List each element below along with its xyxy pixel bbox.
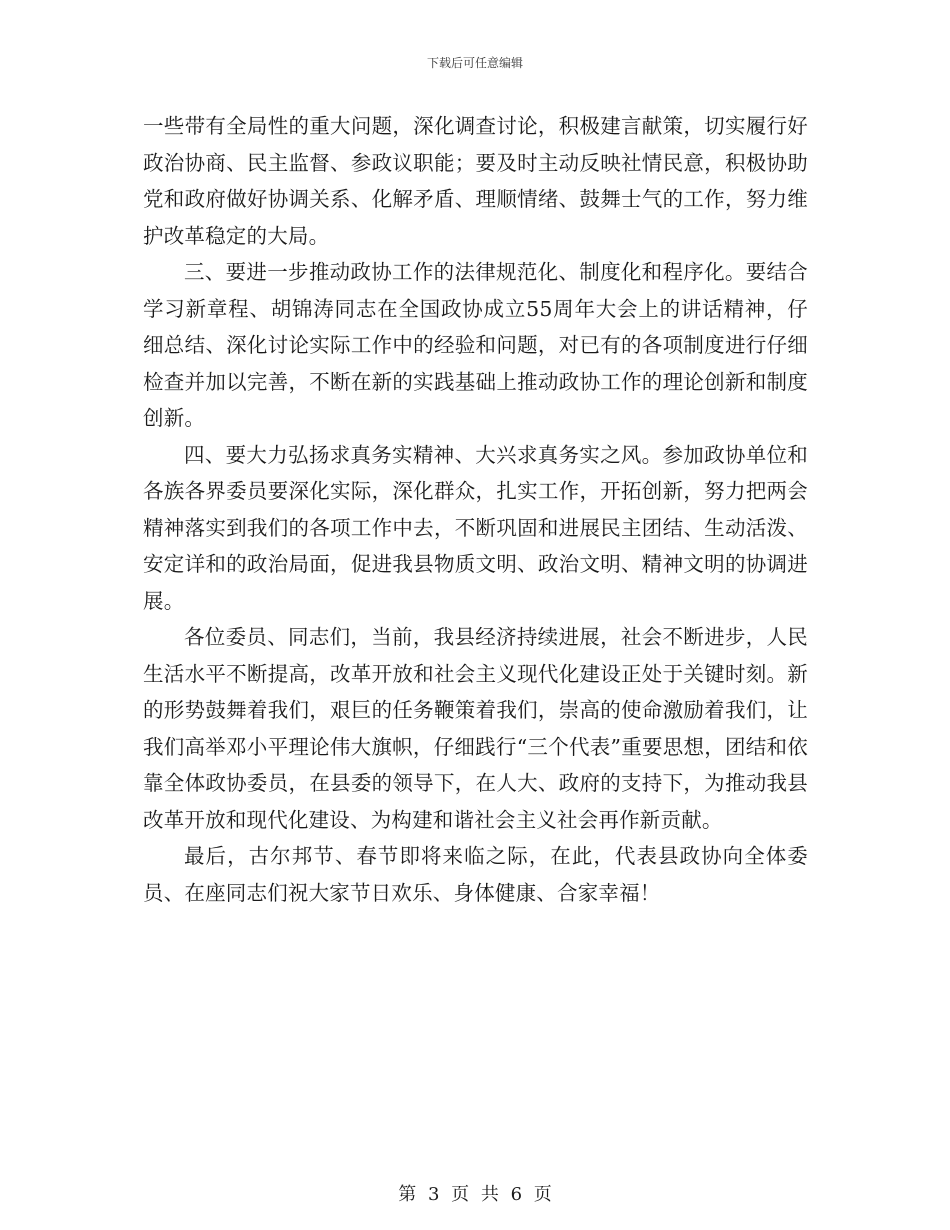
paragraph-1: 一些带有全局性的重大问题，深化调查讨论，积极建言献策，切实履行好政治协商、民主监督、参政议职能；要及时主动反映社情民意，积极协助党和政府做好协调关系、化解矛盾、理顺情绪、鼓舞士气的工作，努力维护改革稳定的大局。	[143, 114, 808, 248]
page-header-note: 下载后可任意编辑	[426, 56, 523, 70]
page-number-footer: 第 3 页 共 6 页	[398, 1184, 552, 1205]
paragraph-4: 各位委员、同志们，当前，我县经济持续进展，社会不断进步，人民生活水平不断提高，改革开放和社会主义现代化建设正处于关键时刻。新的形势鼓舞着我们，艰巨的任务鞭策着我们，崇高的使命激励着我们，让我们高举邓小平理论伟大旗帜，仔细践行“三个代表”重要思想，团结和依靠全体政协委员，在县委的领导下，在人大、政府的支持下，为推动我县改革开放和现代化建设、为构建和谐社会主义社会再作新贡献。	[143, 625, 808, 832]
paragraph-3: 四、要大力弘扬求真务实精神、大兴求真务实之风。参加政协单位和各族各界委员要深化实际，深化群众，扎实工作，开拓创新，努力把两会精神落实到我们的各项工作中去，不断巩固和进展民主团结、生动活泼、安定详和的政治局面，促进我县物质文明、政治文明、精神文明的协调进展。	[143, 442, 808, 613]
document-body	[143, 108, 808, 911]
paragraph-5: 最后，古尔邦节、春节即将来临之际，在此，代表县政协向全体委员、在座同志们祝大家节日欢乐、身体健康、合家幸福！	[143, 844, 808, 905]
paragraph-2: 三、要进一步推动政协工作的法律规范化、制度化和程序化。要结合学习新章程、胡锦涛同志在全国政协成立55周年大会上的讲话精神，仔细总结、深化讨论实际工作中的经验和问题，对已有的各项制度进行仔细检查并加以完善，不断在新的实践基础上推动政协工作的理论创新和制度创新。	[143, 260, 808, 430]
